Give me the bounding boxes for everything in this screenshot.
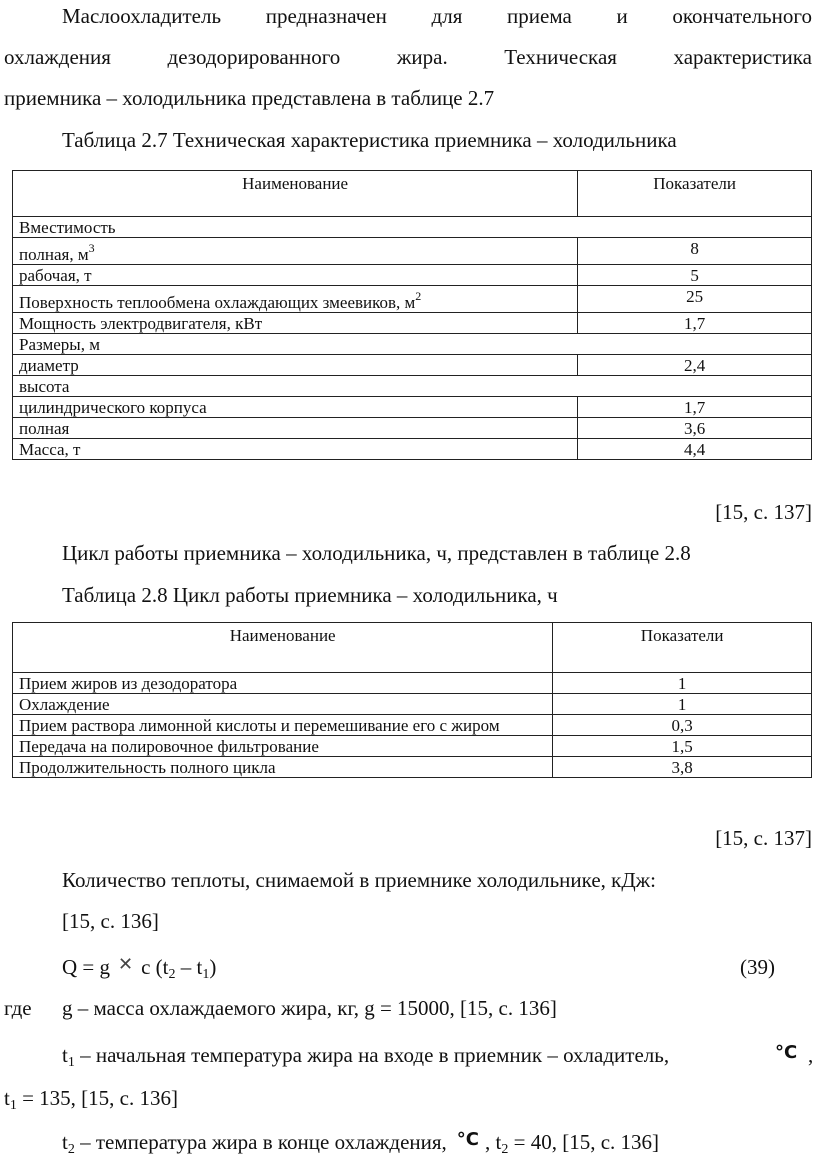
row-label: рабочая, т — [13, 265, 578, 286]
intro-line-2 — [4, 45, 812, 69]
row-label — [13, 286, 578, 313]
intro-word: приема — [507, 4, 572, 28]
intro-word: Маслоохладитель — [62, 4, 222, 28]
t1-comma: , — [808, 1043, 814, 1067]
t2-text: – температура жира в конце охлаждения, — [74, 1130, 447, 1154]
row-value: 0,3 — [553, 715, 812, 736]
row-value: 1,7 — [578, 397, 812, 418]
t2-definition — [62, 1130, 659, 1162]
formula-number: (39) — [740, 955, 775, 979]
subscript: 1 — [202, 967, 210, 982]
t1-definition — [62, 1043, 669, 1075]
subscript: 2 — [501, 1142, 509, 1157]
table-header-row — [13, 171, 812, 217]
t2-text: , t — [485, 1130, 502, 1154]
formula-part: ) — [209, 955, 217, 979]
cycle-paragraph: Цикл работы приемника – холодильника, ч, представлен в таблице 2.8 — [62, 541, 691, 565]
table-row — [13, 673, 812, 694]
table28-caption: Таблица 2.8 Цикл работы приемника – холодильника, ч — [62, 583, 558, 607]
row-label: Масса, т — [13, 439, 578, 460]
table-group-row — [13, 376, 812, 397]
heat-line-1: Количество теплоты, снимаемой в приемнике холодильнике, кДж: — [62, 868, 657, 892]
intro-word: жира. — [396, 45, 448, 69]
row-value: 1,5 — [553, 736, 812, 757]
row-label: Продолжительность полного цикла — [13, 757, 553, 778]
row-label: цилиндрического корпуса — [13, 397, 578, 418]
table-row — [13, 694, 812, 715]
t1-symbol: t — [62, 1043, 68, 1067]
intro-word: характеристика — [673, 45, 812, 69]
table27-caption: Таблица 2.7 Техническая характеристика приемника – холодильника — [62, 128, 677, 152]
superscript: 2 — [415, 289, 422, 303]
row-label: Мощность электродвигателя, кВт — [13, 313, 578, 334]
table-row — [13, 757, 812, 778]
row-label-text: полная, м — [19, 245, 89, 264]
t1-symbol: t — [4, 1086, 10, 1110]
formula — [62, 955, 216, 987]
table-row — [13, 439, 812, 460]
group-label: Размеры, м — [13, 334, 812, 355]
row-value: 5 — [578, 265, 812, 286]
intro-word: для — [431, 4, 463, 28]
row-label: Охлаждение — [13, 694, 553, 715]
row-label: полная — [13, 418, 578, 439]
celsius-icon: °C — [775, 1042, 798, 1063]
table27-source: [15, с. 137] — [715, 500, 812, 524]
row-value: 3,8 — [553, 757, 812, 778]
t2-value-text: = 40, [15, с. 136] — [508, 1130, 660, 1154]
t1-text: – начальная температура жира на входе в приемник – охладитель, — [74, 1043, 670, 1067]
intro-line-3: приемника – холодильника представлена в таблице 2.7 — [4, 86, 495, 110]
row-value: 8 — [578, 238, 812, 265]
row-value: 25 — [578, 286, 812, 313]
table-group-row — [13, 334, 812, 355]
row-label: Прием раствора лимонной кислоты и перемешивание его с жиром — [13, 715, 553, 736]
table28-source: [15, с. 137] — [715, 826, 812, 850]
subscript: 2 — [168, 967, 176, 982]
intro-line-1 — [62, 4, 812, 28]
row-label: Передача на полировочное фильтрование — [13, 736, 553, 757]
subscript: 1 — [9, 1098, 17, 1113]
celsius-icon: °C — [456, 1129, 480, 1150]
t2-symbol: t — [62, 1130, 68, 1154]
table-row — [13, 286, 812, 313]
row-label: диаметр — [13, 355, 578, 376]
row-label: Прием жиров из дезодоратора — [13, 673, 553, 694]
table-row — [13, 397, 812, 418]
subscript: 1 — [67, 1055, 75, 1070]
table-row — [13, 355, 812, 376]
row-label — [13, 238, 578, 265]
group-label: Вместимость — [13, 217, 812, 238]
row-value: 3,6 — [578, 418, 812, 439]
row-value: 4,4 — [578, 439, 812, 460]
t1-value — [4, 1086, 178, 1118]
intro-word: Техническая — [504, 45, 617, 69]
table-group-row — [13, 217, 812, 238]
t1-unit — [775, 1043, 797, 1069]
row-value: 1 — [553, 694, 812, 715]
row-value: 1,7 — [578, 313, 812, 334]
formula-part: – t — [175, 955, 203, 979]
formula-left: Q = g — [62, 955, 111, 979]
table-row — [13, 313, 812, 334]
formula-part: c (t — [141, 955, 169, 979]
intro-word: предназначен — [265, 4, 387, 28]
table28 — [12, 622, 812, 778]
table-row — [13, 238, 812, 265]
t1-value-text: = 135, [15, с. 136] — [16, 1086, 178, 1110]
intro-word: и — [616, 4, 628, 28]
group-label: высота — [13, 376, 812, 397]
header-name: Наименование — [13, 623, 553, 673]
table-row — [13, 418, 812, 439]
multiply-icon: ✕ — [118, 954, 134, 974]
intro-word: дезодорированного — [167, 45, 341, 69]
subscript: 2 — [67, 1142, 75, 1157]
row-value: 1 — [553, 673, 812, 694]
header-name: Наименование — [13, 171, 578, 217]
superscript: 3 — [88, 241, 95, 255]
table-row — [13, 715, 812, 736]
row-value: 2,4 — [578, 355, 812, 376]
header-value: Показатели — [578, 171, 812, 217]
table-row — [13, 265, 812, 286]
where-word: где — [4, 996, 32, 1020]
header-value: Показатели — [553, 623, 812, 673]
intro-word: окончательного — [672, 4, 812, 28]
intro-word: охлаждения — [4, 45, 111, 69]
table-row — [13, 736, 812, 757]
where-g: g – масса охлаждаемого жира, кг, g = 15000, [15, с. 136] — [62, 996, 557, 1020]
table27 — [12, 170, 812, 460]
row-label-text: Поверхность теплообмена охлаждающих змеевиков, м — [19, 293, 416, 312]
table-header-row — [13, 623, 812, 673]
heat-line-2: [15, с. 136] — [62, 909, 159, 933]
